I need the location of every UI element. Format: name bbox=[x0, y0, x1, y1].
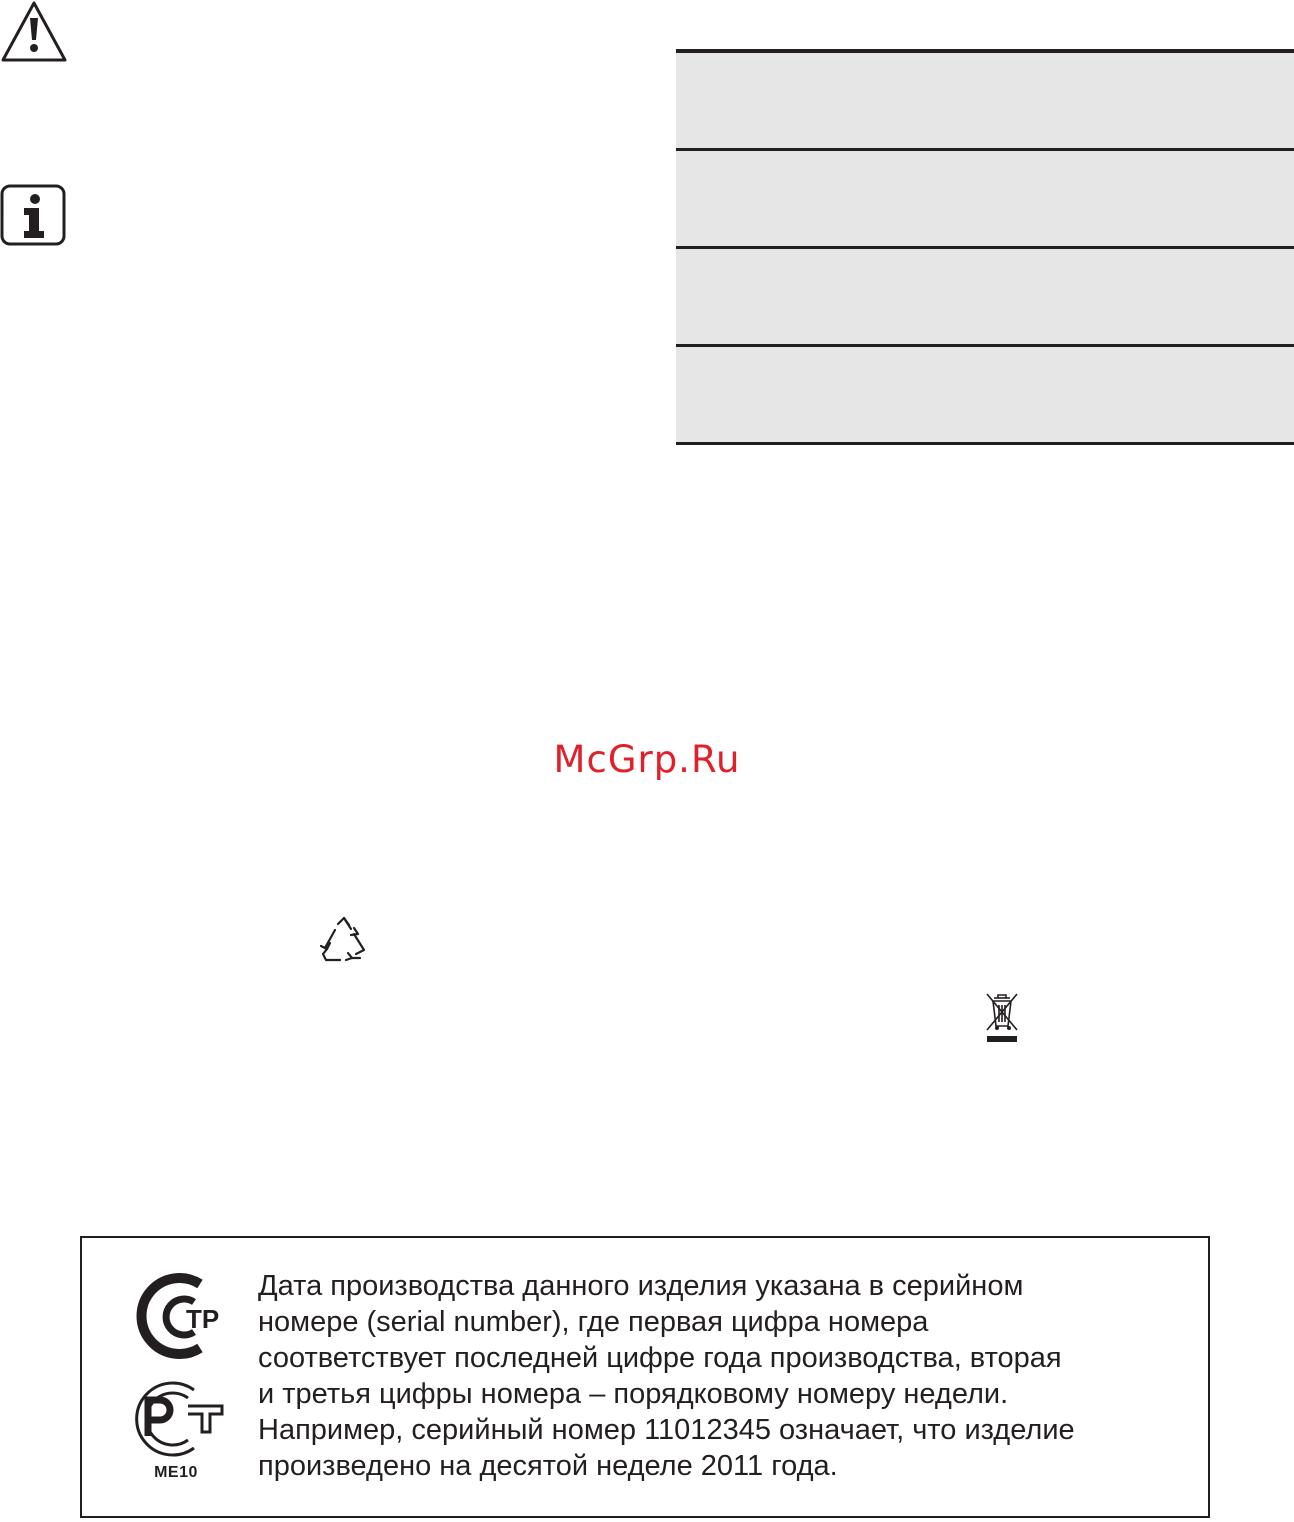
table-row bbox=[676, 148, 1294, 246]
table-row bbox=[676, 344, 1294, 442]
table-row bbox=[676, 49, 1294, 148]
text-line: номере (serial number), где первая цифра номера bbox=[258, 1306, 929, 1338]
eac-tr-mark-icon bbox=[122, 1272, 230, 1360]
table-bottom-rule bbox=[676, 442, 1294, 445]
info-icon bbox=[0, 184, 66, 246]
recycle-icon bbox=[318, 916, 370, 966]
warning-icon bbox=[0, 0, 68, 64]
text-line: и третья цифры номера – порядковому номеру недели. bbox=[258, 1378, 1009, 1410]
text-line: Дата производства данного изделия указана в серийном bbox=[258, 1270, 1024, 1302]
certification-text bbox=[258, 1268, 1198, 1484]
text-line: соответствует последней цифре года производства, вторая bbox=[258, 1342, 1062, 1374]
crossed-bin-icon bbox=[983, 990, 1021, 1044]
table-row bbox=[676, 246, 1294, 344]
svg-text:ТР: ТР bbox=[186, 1304, 220, 1334]
watermark: McGrp.Ru bbox=[553, 738, 741, 781]
text-line: Например, серийный номер 11012345 означает, что изделие bbox=[258, 1414, 1075, 1446]
pct-mark-icon bbox=[122, 1376, 230, 1460]
text-line: произведено на десятой неделе 2011 года. bbox=[258, 1450, 838, 1482]
certification-code: ME10 bbox=[154, 1464, 198, 1481]
info-table bbox=[676, 49, 1294, 445]
